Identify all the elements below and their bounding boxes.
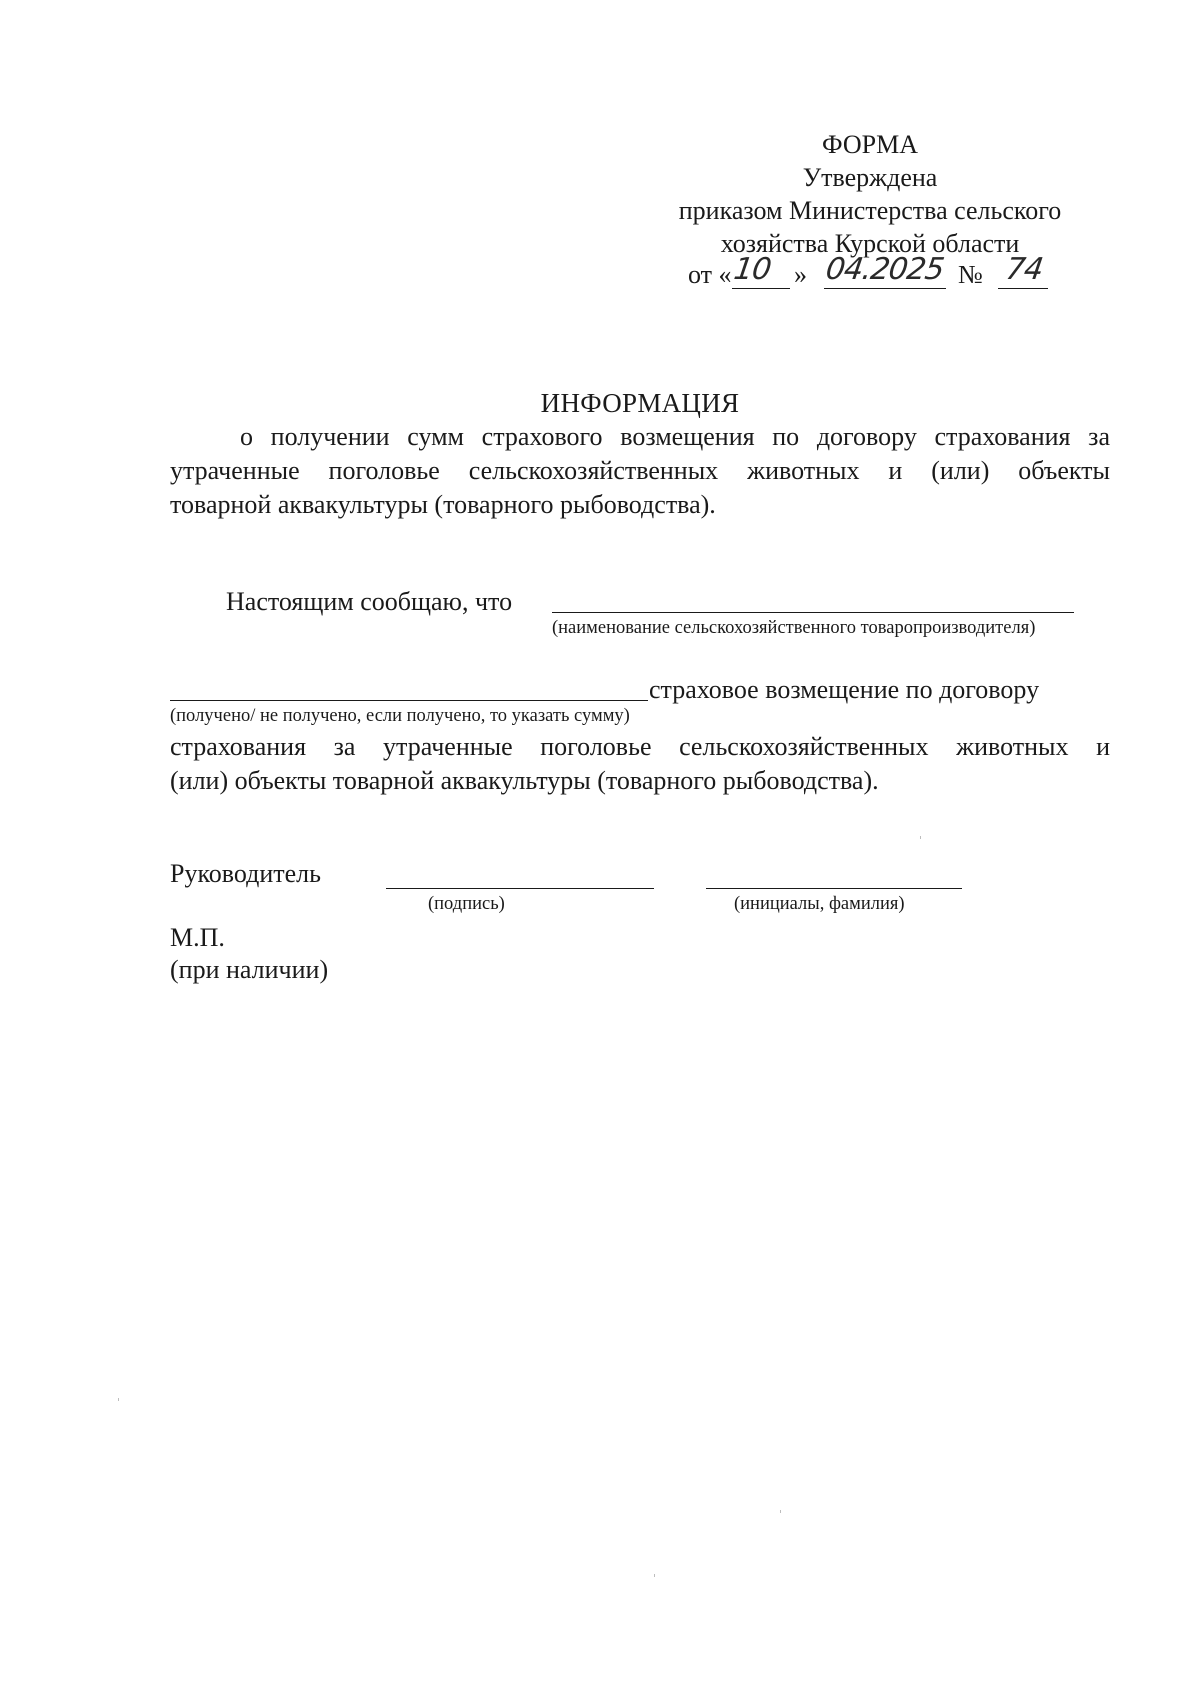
scan-speck — [920, 836, 921, 839]
document-title: ИНФОРМАЦИЯ — [540, 388, 740, 418]
name-caption: (инициалы, фамилия) — [734, 894, 905, 914]
handwritten-day: 10 — [731, 252, 773, 287]
producer-name-field[interactable] — [552, 612, 1074, 613]
producer-caption: (наименование сельскохозяйственного товаропроизводителя) — [552, 618, 1036, 638]
continuation-paragraph — [170, 730, 1110, 798]
signature-field[interactable] — [386, 888, 654, 889]
form-label: ФОРМА — [822, 130, 918, 159]
subject-paragraph — [170, 420, 1110, 522]
approval-order-line1: приказом Министерства сельского — [678, 196, 1062, 225]
month-year-underline — [824, 288, 946, 289]
continuation-line-2: (или) объекты товарной аквакультуры (товарного рыбоводства). — [170, 766, 879, 795]
approval-block — [640, 128, 1100, 260]
signature-caption: (подпись) — [428, 894, 505, 914]
number-sign: № — [958, 260, 983, 289]
approved-label: Утверждена — [802, 163, 938, 192]
report-intro: Настоящим сообщаю, что — [226, 587, 513, 616]
subject-line-3: товарной аквакультуры (товарного рыбоводства). — [170, 490, 716, 519]
subject-line-1: о получении сумм страхового возмещения по договору страхования за — [240, 422, 1110, 451]
handwritten-number: 74 — [1003, 252, 1045, 287]
approval-order-line2: хозяйства Курской области — [720, 229, 1020, 258]
handwritten-month-year: 04.2025 — [823, 252, 946, 287]
day-underline — [732, 288, 790, 289]
scan-speck — [118, 1398, 119, 1401]
insurance-text: страховое возмещение по договору — [649, 675, 1040, 704]
subject-line-2: утраченные поголовье сельскохозяйственных животных и (или) объекты — [170, 456, 1110, 485]
scan-speck — [780, 1510, 781, 1513]
received-amount-field[interactable] — [170, 700, 648, 701]
seal-label: М.П. — [170, 923, 225, 952]
continuation-line-1: страхования за утраченные поголовье сельскохозяйственных животных и — [170, 732, 1110, 761]
date-prefix: от « — [688, 260, 732, 289]
number-underline — [998, 288, 1048, 289]
date-mid: » — [794, 260, 807, 289]
head-label: Руководитель — [170, 859, 321, 888]
name-field[interactable] — [706, 888, 962, 889]
received-caption: (получено/ не получено, если получено, то указать сумму) — [170, 706, 630, 726]
seal-note: (при наличии) — [170, 955, 329, 984]
scan-speck — [654, 1574, 655, 1577]
